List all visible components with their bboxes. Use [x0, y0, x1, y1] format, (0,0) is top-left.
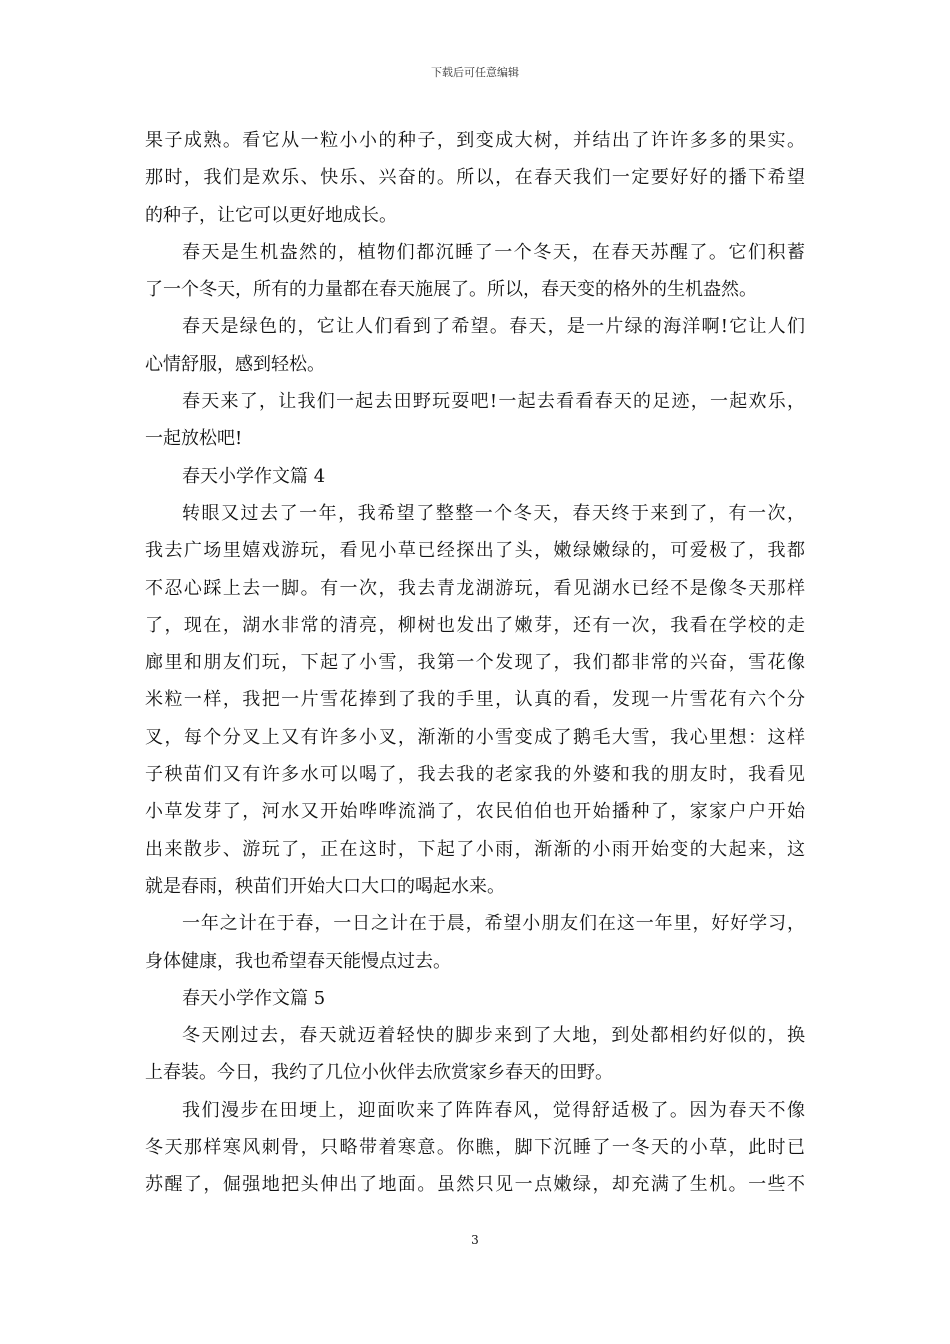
text-line: 小草发芽了，河水又开始哗哗流淌了，农民伯伯也开始播种了，家家户户开始 — [145, 801, 805, 823]
text-line: 身体健康，我也希望春天能慢点过去。 — [145, 950, 451, 972]
text-line: 了，现在，湖水非常的清亮，柳树也发出了嫩芽，还有一次，我看在学校的走 — [145, 614, 805, 636]
page-number: 3 — [471, 1233, 479, 1247]
text-line: 出来散步、游玩了，正在这时，下起了小雨，渐渐的小雨开始变的大起来，这 — [145, 838, 805, 860]
text-line: 冬天刚过去，春天就迈着轻快的脚步来到了大地，到处都相约好似的，换 — [182, 1025, 805, 1047]
text-line: 冬天那样寒风刺骨，只略带着寒意。你瞧，脚下沉睡了一冬天的小草，此时已 — [145, 1137, 805, 1159]
text-line: 转眼又过去了一年，我希望了整整一个冬天，春天终于来到了，有一次， — [182, 502, 805, 524]
page-header: 下载后可任意编辑 — [431, 66, 519, 79]
text-line: 春天小学作文篇 5 — [182, 987, 326, 1009]
text-line: 那时，我们是欢乐、快乐、兴奋的。所以，在春天我们一定要好好的播下希望 — [145, 167, 805, 189]
text-line: 心情舒服，感到轻松。 — [145, 353, 325, 375]
text-line: 米粒一样，我把一片雪花捧到了我的手里，认真的看，发现一片雪花有六个分 — [145, 689, 805, 711]
document-body — [145, 122, 805, 1204]
text-line: 春天小学作文篇 4 — [182, 465, 326, 487]
text-line: 不忍心踩上去一脚。有一次，我去青龙湖游玩，看见湖水已经不是像冬天那样 — [145, 577, 805, 599]
text-line: 春天来了，让我们一起去田野玩耍吧!一起去看看春天的足迹，一起欢乐， — [182, 391, 805, 413]
text-line: 春天是绿色的，它让人们看到了希望。春天，是一片绿的海洋啊!它让人们 — [182, 316, 805, 338]
text-line: 一起放松吧! — [145, 428, 243, 450]
text-line: 果子成熟。看它从一粒小小的种子，到变成大树，并结出了许许多多的果实。 — [145, 130, 805, 151]
text-line: 春天是生机盎然的，植物们都沉睡了一个冬天，在春天苏醒了。它们积蓄 — [182, 241, 805, 263]
text-line: 就是春雨，秧苗们开始大口大口的喝起水来。 — [145, 875, 505, 897]
text-line: 我们漫步在田埂上，迎面吹来了阵阵春风，觉得舒适极了。因为春天不像 — [182, 1099, 805, 1121]
text-line: 廊里和朋友们玩，下起了小雪，我第一个发现了，我们都非常的兴奋，雪花像 — [145, 652, 805, 674]
text-line: 上春装。今日，我约了几位小伙伴去欣赏家乡春天的田野。 — [145, 1062, 613, 1084]
text-line: 的种子，让它可以更好地成长。 — [145, 204, 397, 226]
text-line: 一年之计在于春，一日之计在于晨，希望小朋友们在这一年里，好好学习， — [182, 913, 805, 935]
text-line: 我去广场里嬉戏游玩，看见小草已经探出了头，嫩绿嫩绿的，可爱极了，我都 — [145, 540, 805, 562]
text-line: 叉，每个分叉上又有许多小叉，渐渐的小雪变成了鹅毛大雪，我心里想：这样 — [145, 726, 805, 748]
text-line: 子秧苗们又有许多水可以喝了，我去我的老家我的外婆和我的朋友时，我看见 — [145, 764, 805, 786]
text-line: 了一个冬天，所有的力量都在春天施展了。所以，春天变的格外的生机盎然。 — [145, 279, 757, 301]
text-line: 苏醒了，倔强地把头伸出了地面。虽然只见一点嫩绿，却充满了生机。一些不 — [145, 1174, 805, 1196]
